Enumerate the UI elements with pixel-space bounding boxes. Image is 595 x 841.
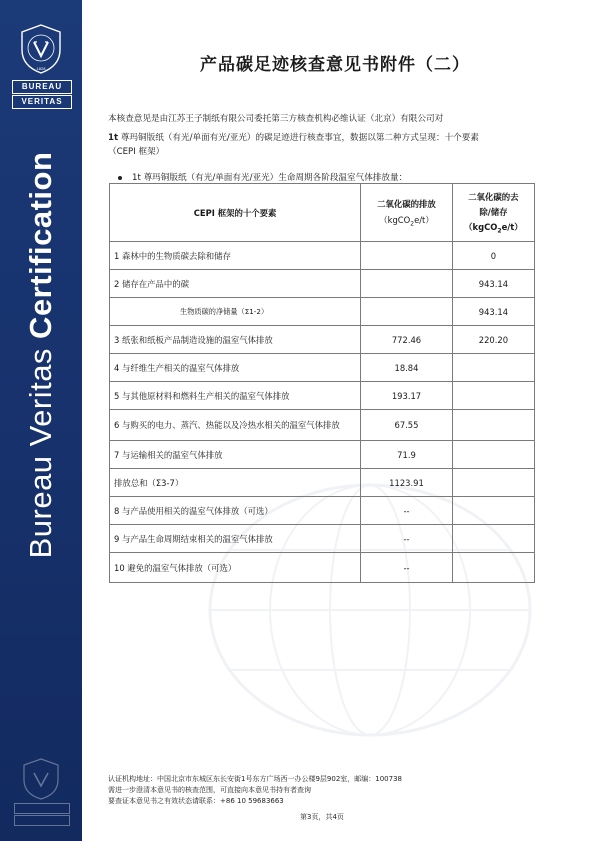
footer-verification-contact: 要查证本意见书之有效状态请联系：+86 10 59683663: [108, 797, 284, 805]
row-emission-value: --: [361, 553, 453, 583]
bullet-dot-icon: [118, 176, 122, 180]
row-label: 7 与运输相关的温室气体排放: [110, 441, 361, 469]
row-label: 3 纸张和纸板产品制造设施的温室气体排放: [110, 326, 361, 354]
page-number: 第3页，共4页: [300, 813, 344, 821]
table-row: [110, 525, 535, 553]
table-row: [110, 469, 535, 497]
row-label: 2 储存在产品中的碳: [110, 270, 361, 298]
row-emission-value: [361, 270, 453, 298]
watermark-wordmark-top: [14, 803, 70, 814]
header-emit-line-1: 二氧化碳的排放: [377, 198, 436, 209]
row-storage-value: 220.20: [452, 326, 534, 354]
row-storage-value: [452, 410, 534, 441]
row-label: 9 与产品生命周期结束相关的温室气体排放: [110, 525, 361, 553]
brand-name-light: Bureau Veritas: [23, 338, 58, 559]
ghg-emissions-table: [109, 183, 535, 583]
table-row: [110, 497, 535, 525]
row-label: 5 与其他原材料和燃料生产相关的温室气体排放: [110, 382, 361, 410]
row-storage-value: [452, 525, 534, 553]
table-body: [110, 242, 535, 583]
table-row: [110, 553, 535, 583]
intro-line-3: （CEPI 框架）: [108, 147, 165, 157]
row-storage-value: [452, 441, 534, 469]
brand-sidebar: [0, 0, 82, 841]
header-store-line-2: 除/储存: [479, 206, 508, 217]
row-emission-value: 1123.91: [361, 469, 453, 497]
table-row: [110, 354, 535, 382]
row-label: 1 森林中的生物质碳去除和储存: [110, 242, 361, 270]
brand-name-bold: Certification: [23, 151, 58, 339]
row-label: 4 与纤维生产相关的温室气体排放: [110, 354, 361, 382]
row-storage-value: [452, 382, 534, 410]
svg-text:1828: 1828: [36, 66, 46, 71]
table-row: [110, 382, 535, 410]
logo-wordmark-bottom: VERITAS: [12, 95, 72, 109]
watermark-seal-icon: [22, 758, 60, 800]
row-emission-value: --: [361, 497, 453, 525]
footer-block: [108, 774, 402, 807]
table-row: [110, 270, 535, 298]
vertical-brand-text: [23, 152, 59, 559]
intro-quantity: 1t: [108, 133, 119, 143]
header-cepi-elements: CEPI 框架的十个要素: [110, 184, 361, 242]
row-emission-value: 71.9: [361, 441, 453, 469]
bullet-item: [118, 171, 407, 183]
table-row: [110, 326, 535, 354]
header-co2-removal-storage: [452, 184, 534, 242]
row-emission-value: [361, 298, 453, 326]
bureau-veritas-logo: [12, 22, 70, 118]
document-title: 产品碳足迹核查意见书附件（二）: [200, 55, 470, 75]
bullet-text: 1t 尊玛铜版纸（有光/单面有光/亚光）生命周期各阶段温室气体排放量：: [132, 173, 408, 183]
logo-wordmark-top: BUREAU: [12, 80, 72, 94]
intro-line-2-text: 尊玛铜版纸（有光/单面有光/亚光）的碳足迹进行核查事宜，数据以第二种方式呈现：十个要素: [118, 133, 479, 143]
row-storage-value: 0: [452, 242, 534, 270]
row-emission-value: 67.55: [361, 410, 453, 441]
footer-address: 认证机构地址：中国北京市东城区东长安街1号东方广场西一办公楼9层902室，邮编：100738: [108, 775, 402, 783]
watermark-wordmark-bottom: [14, 815, 70, 826]
intro-line-2: [108, 131, 479, 145]
table-row: [110, 410, 535, 441]
table-header-row: [110, 184, 535, 242]
bureau-veritas-seal-icon: [20, 24, 62, 74]
table-row: [110, 441, 535, 469]
header-emit-unit: （kgCO$_2$e/t）: [379, 214, 434, 228]
header-co2-emissions: [361, 184, 453, 242]
row-emission-value: 772.46: [361, 326, 453, 354]
row-emission-value: [361, 242, 453, 270]
table-row: [110, 298, 535, 326]
intro-line-1: 本核查意见是由江苏王子制纸有限公司委托第三方核查机构必维认证（北京）有限公司对: [108, 114, 444, 124]
header-store-line-1: 二氧化碳的去: [468, 191, 519, 202]
row-storage-value: 943.14: [452, 298, 534, 326]
row-emission-value: 18.84: [361, 354, 453, 382]
row-label: 生物质碳的净储量（Σ1-2）: [110, 298, 361, 326]
row-label: 6 与购买的电力、蒸汽、热能以及冷热水相关的温室气体排放: [110, 410, 361, 441]
row-storage-value: [452, 553, 534, 583]
row-emission-value: 193.17: [361, 382, 453, 410]
row-storage-value: [452, 354, 534, 382]
row-label: 8 与产品使用相关的温室气体排放（可选）: [110, 497, 361, 525]
footer-scope-note: 需进一步澄清本意见书的核查范围，可直接向本意见书持有者查询: [108, 786, 311, 794]
row-label: 排放总和（Σ3-7）: [110, 469, 361, 497]
row-label: 10 避免的温室气体排放（可选）: [110, 553, 361, 583]
header-store-unit: （kgCO$_2$e/t）: [464, 221, 523, 235]
row-storage-value: [452, 497, 534, 525]
row-emission-value: --: [361, 525, 453, 553]
table-row: [110, 242, 535, 270]
row-storage-value: 943.14: [452, 270, 534, 298]
row-storage-value: [452, 469, 534, 497]
